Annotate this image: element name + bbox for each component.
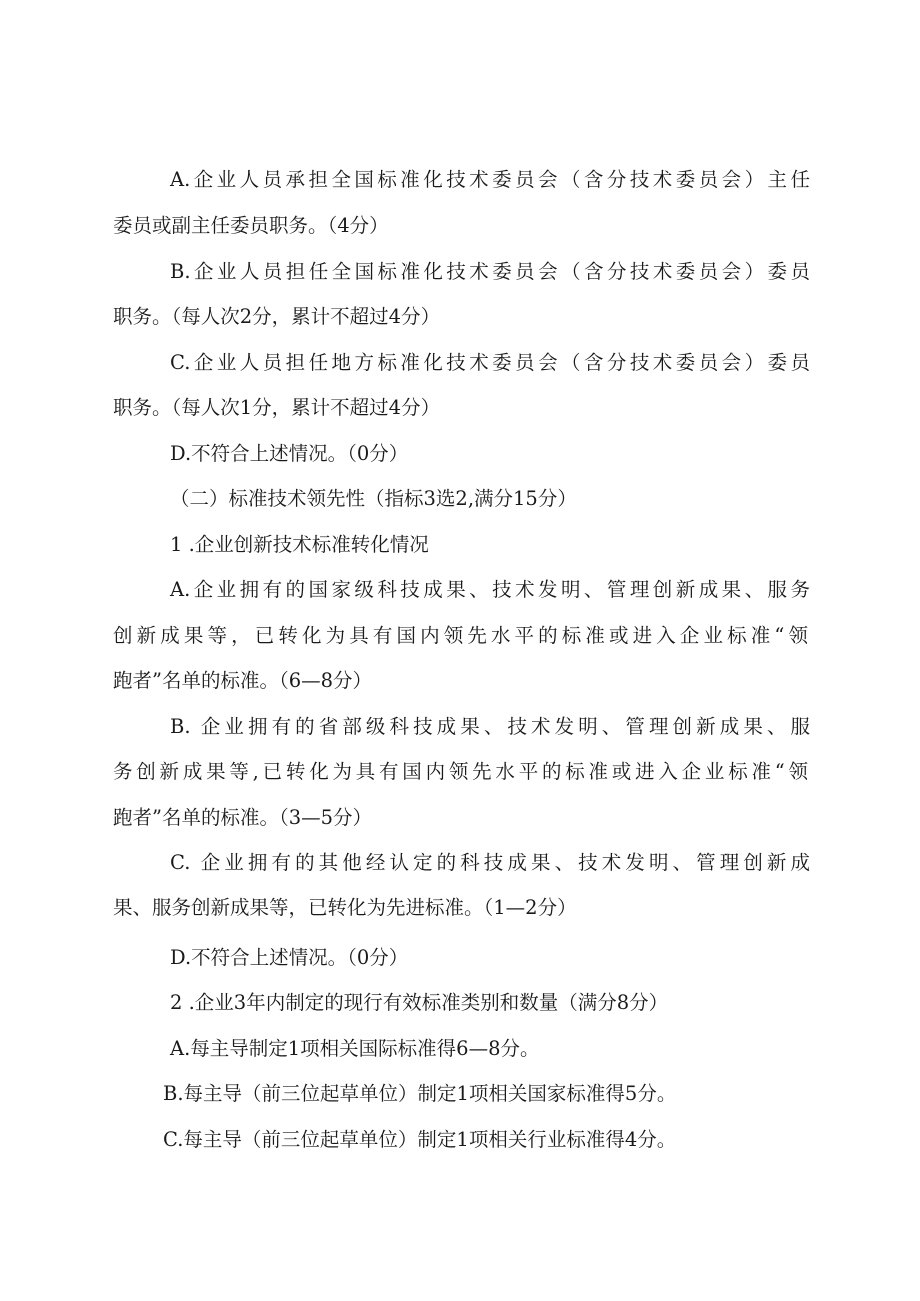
- subsection-heading: 1 .企业创新技术标准转化情况: [170, 533, 429, 556]
- text-line: 跑者”名单的标准。（6—8分）: [113, 669, 373, 692]
- text-line: C. 企业拥有的其他经认定的科技成果、技术发明、管理创新成: [170, 851, 810, 874]
- text-line: A.每主导制定1项相关国际标准得6—8分。: [170, 1037, 540, 1060]
- text-line: B. 企业拥有的省部级科技成果、技术发明、管理创新成果、服: [170, 715, 810, 738]
- text-line: A.企业拥有的国家级科技成果、技术发明、管理创新成果、服务: [170, 578, 810, 601]
- text-line: D.不符合上述情况。（0分）: [170, 946, 409, 969]
- subsection-heading: 2 .企业3年内制定的现行有效标准类别和数量（满分8分）: [170, 991, 669, 1014]
- text-line: 职务。（每人次2分，累计不超过4分）: [113, 305, 441, 328]
- text-line: 跑者”名单的标准。（3—5分）: [113, 806, 373, 829]
- text-line: 委员或副主任委员职务。（4分）: [113, 214, 389, 237]
- text-line: B.每主导（前三位起草单位）制定1项相关国家标准得5分。: [163, 1082, 677, 1105]
- text-line: C.企业人员担任地方标准化技术委员会（含分技术委员会）委员: [170, 351, 810, 374]
- text-line: D.不符合上述情况。（0分）: [170, 442, 409, 465]
- text-line: B.企业人员担任全国标准化技术委员会（含分技术委员会）委员: [170, 260, 810, 283]
- section-heading: （二）标准技术领先性（指标3选2,满分15分）: [170, 487, 577, 510]
- text-line: 务创新成果等,已转化为具有国内领先水平的标准或进入企业标准“领: [113, 760, 808, 783]
- text-line: A.企业人员承担全国标准化技术委员会（含分技术委员会）主任: [170, 168, 810, 191]
- text-line: 创新成果等，已转化为具有国内领先水平的标准或进入企业标准“领: [113, 624, 808, 647]
- text-line: 职务。（每人次1分，累计不超过4分）: [113, 396, 441, 419]
- text-line: 果、服务创新成果等，已转化为先进标准。（1—2分）: [113, 896, 577, 919]
- text-line: C.每主导（前三位起草单位）制定1项相关行业标准得4分。: [163, 1128, 677, 1151]
